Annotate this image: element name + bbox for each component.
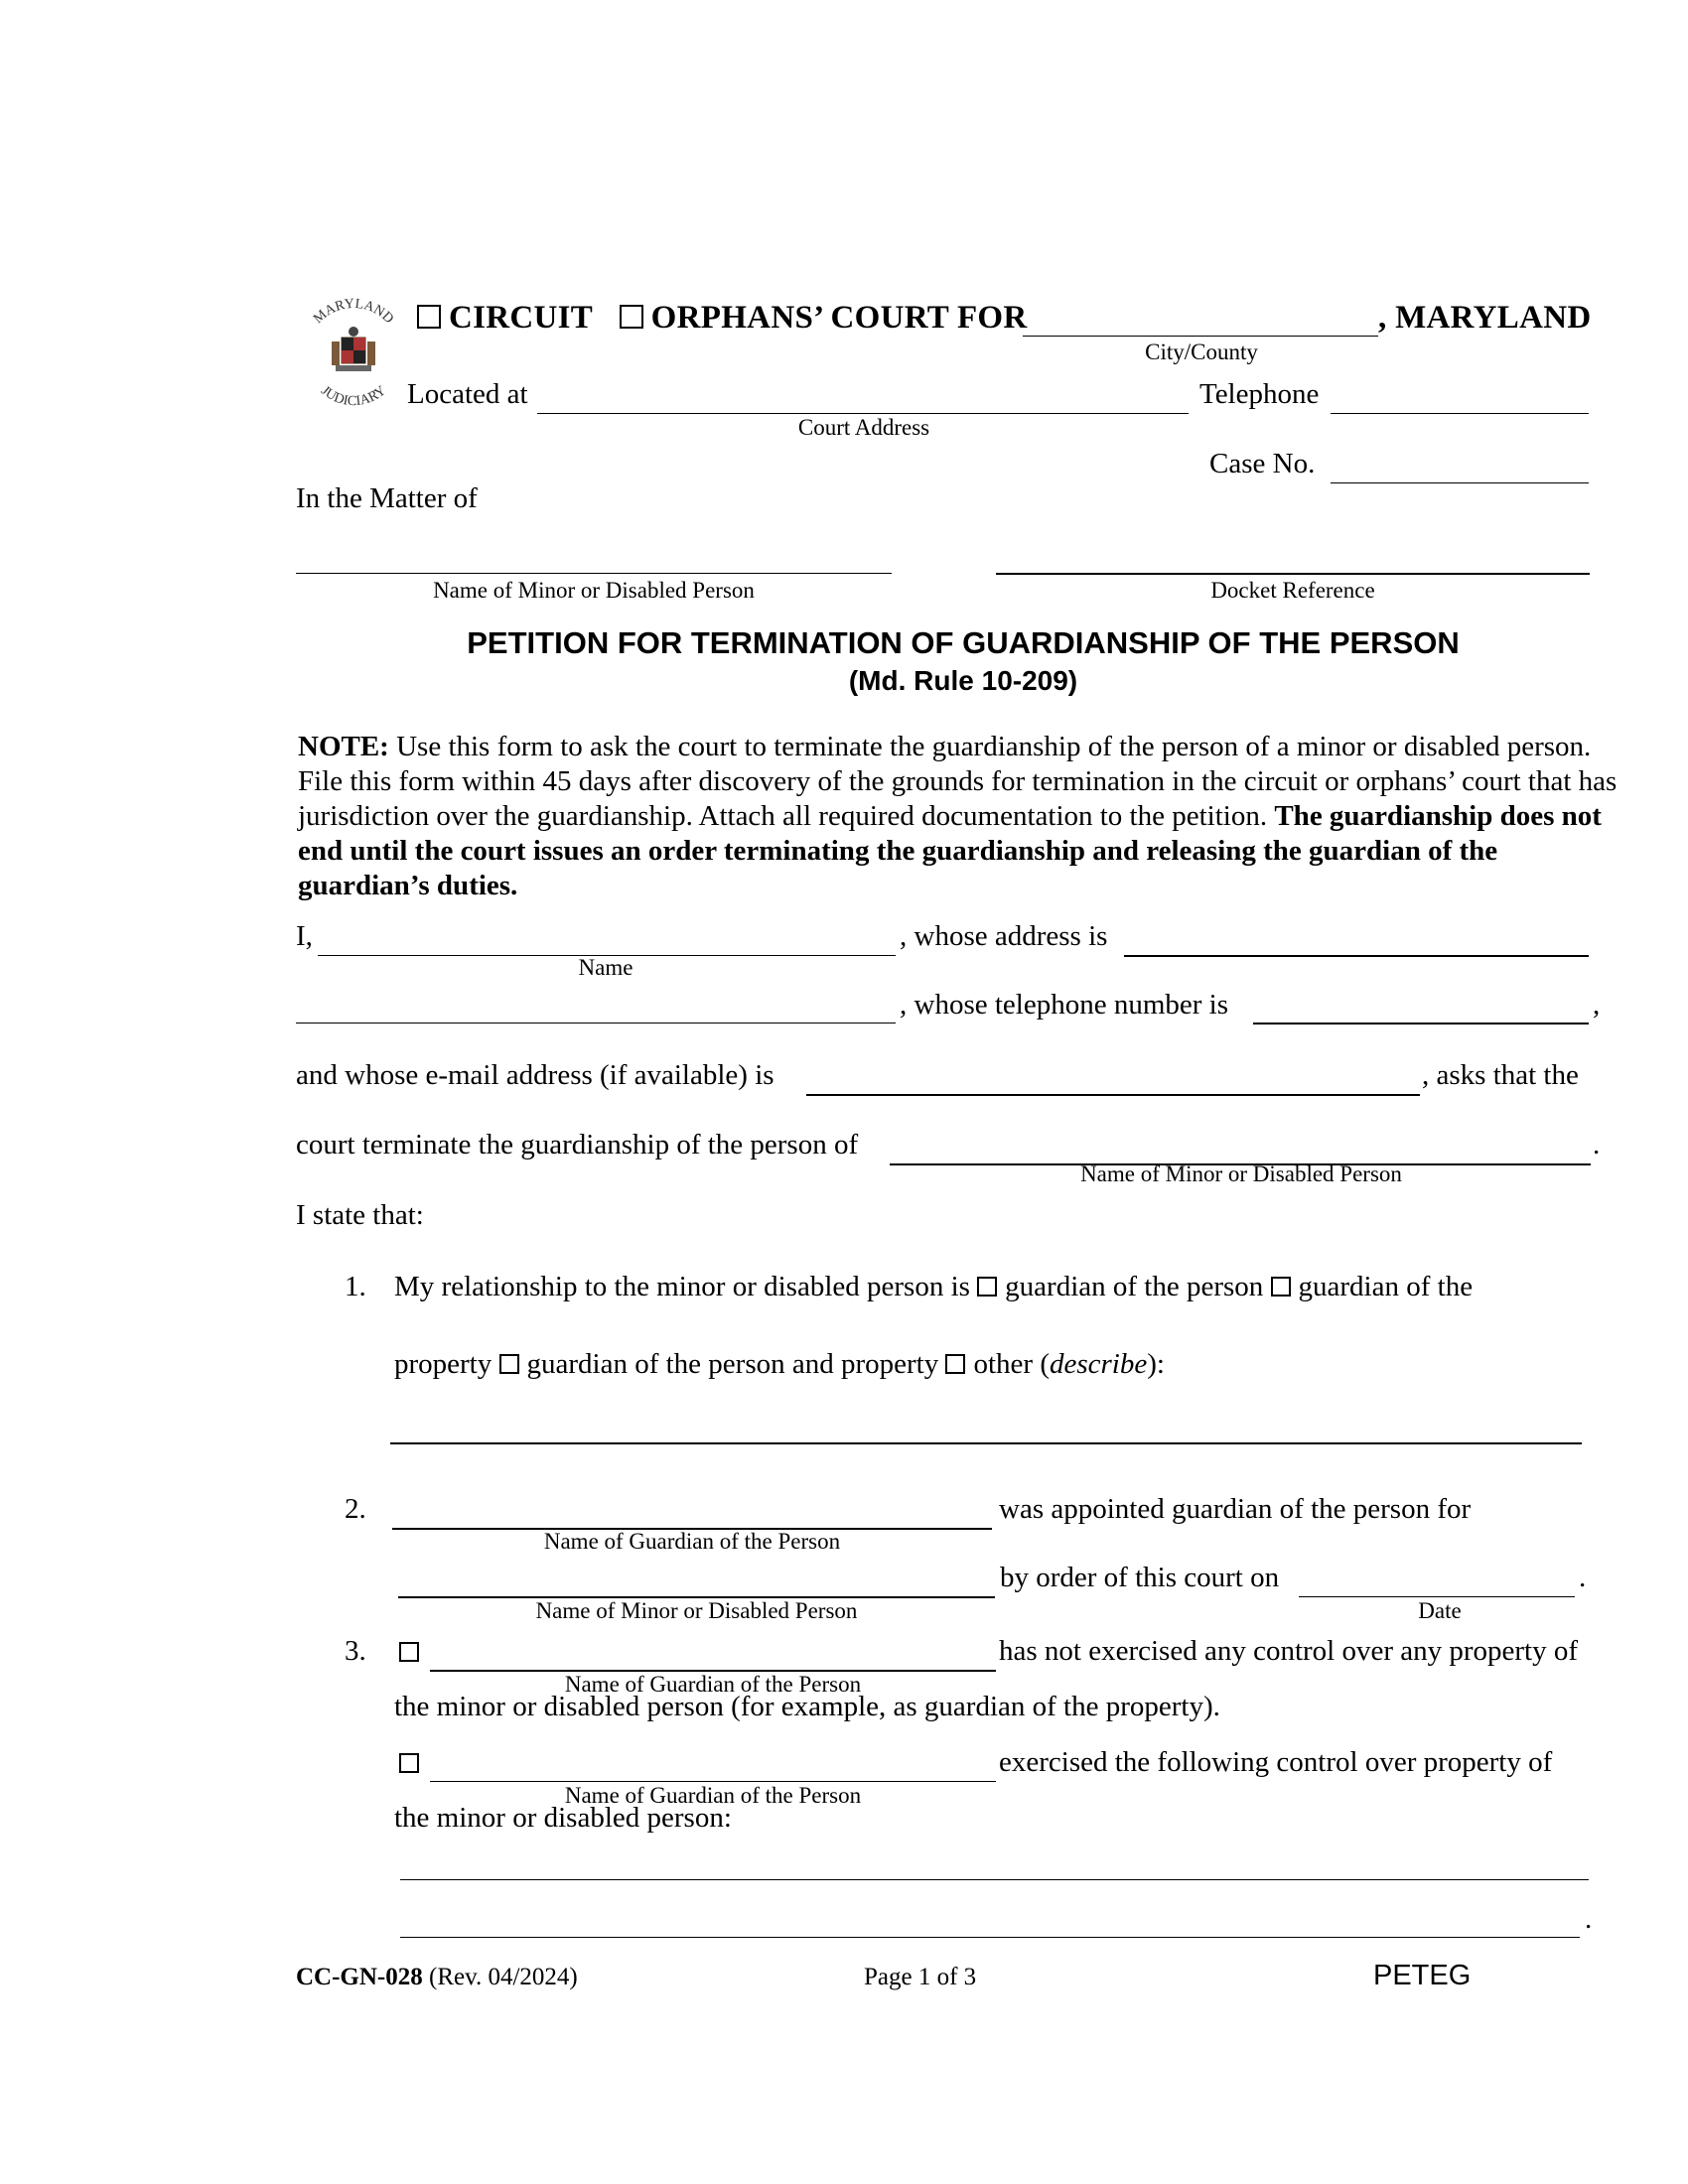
docket-reference-input[interactable] (996, 541, 1590, 575)
email-label: and whose e-mail address (if available) is (296, 1059, 774, 1091)
other-label-end: ): (1147, 1348, 1165, 1380)
minor-name-caption: Name of Minor or Disabled Person (433, 578, 755, 603)
court-address-input[interactable] (537, 381, 1189, 414)
person-name-caption: Name of Minor or Disabled Person (1080, 1161, 1402, 1186)
i-label: I, (296, 920, 313, 952)
not-exercised-label: has not exercised any control over any property of (999, 1635, 1579, 1667)
seal-top-text: MARYLAND (311, 298, 397, 328)
other-label: other ( (973, 1348, 1050, 1380)
person-name-input[interactable] (890, 1132, 1591, 1165)
note-label: NOTE: (298, 731, 389, 762)
note-body: Use this form to ask the court to terminate the guardianship of the person of a minor or disabled person. File this form within 45 days after discovery of the grounds for termination in the circuit or orphans’ court that has jurisdiction over the guardianship. Attach all required documentation to the petition. (298, 731, 1618, 832)
circuit-court-checkbox[interactable] (417, 305, 441, 329)
telephone-comma: , (1593, 989, 1601, 1021)
court-type-row (417, 300, 1028, 337)
orphans-court-checkbox[interactable] (620, 305, 643, 329)
appointed-label: was appointed guardian of the person for (999, 1493, 1472, 1525)
telephone-number-label: , whose telephone number is (900, 989, 1229, 1021)
note-paragraph (298, 730, 1628, 903)
item-1-number: 1. (345, 1271, 366, 1302)
coat-of-arms-icon (332, 327, 375, 371)
terminate-period: . (1593, 1129, 1601, 1160)
docket-reference-caption: Docket Reference (1210, 578, 1375, 603)
minor-name-item-2-caption: Name of Minor or Disabled Person (535, 1598, 858, 1623)
rule-subtitle: (Md. Rule 10-209) (848, 665, 1078, 696)
court-address-caption: Court Address (797, 415, 930, 440)
control-description-input-2[interactable] (400, 1905, 1580, 1938)
located-at-label: Located at (407, 378, 528, 410)
petitioner-name-caption: Name (578, 955, 633, 980)
guardian-of-property-label-a: guardian of the (1298, 1271, 1474, 1302)
svg-text:MARYLAND (311, 298, 396, 327)
petitioner-telephone-input[interactable] (1253, 991, 1589, 1024)
exercised-label: exercised the following control over property of (999, 1746, 1553, 1778)
guardian-of-property-label-b: property (394, 1348, 492, 1380)
guardian-not-exercised-caption: Name of Guardian of the Person (564, 1672, 862, 1697)
item-2-number: 2. (345, 1493, 366, 1525)
guardian-not-exercised-input[interactable] (430, 1638, 996, 1672)
minor-name-item-2-input[interactable] (398, 1565, 995, 1598)
control-description-input-1[interactable] (400, 1847, 1589, 1880)
form-revision: (Rev. 04/2024) (422, 1964, 578, 1990)
seal-bottom-text: JUDICIARY (318, 383, 389, 409)
guardian-name-input[interactable] (392, 1496, 992, 1530)
in-the-matter-of-label: In the Matter of (296, 482, 478, 514)
case-no-input[interactable] (1331, 451, 1589, 483)
guardian-of-property-checkbox[interactable] (1271, 1277, 1291, 1297)
i-state-that-label: I state that: (296, 1199, 424, 1231)
not-exercised-control-checkbox[interactable] (399, 1642, 419, 1662)
page-number: Page 1 of 3 (864, 1964, 977, 1990)
page-title: PETITION FOR TERMINATION OF GUARDIANSHIP OF THE PERSON (467, 625, 1460, 660)
control-period: . (1585, 1903, 1593, 1935)
guardian-exercised-caption: Name of Guardian of the Person (564, 1783, 862, 1808)
item-1-line-2 (394, 1348, 1165, 1381)
maryland-label: , MARYLAND (1378, 300, 1592, 336)
city-county-input[interactable] (1023, 304, 1378, 337)
petitioner-address-input[interactable] (1124, 923, 1589, 957)
order-label: by order of this court on (1000, 1562, 1280, 1593)
item-3-number: 3. (345, 1635, 366, 1667)
case-no-label: Case No. (1209, 448, 1316, 479)
describe-label: describe (1049, 1348, 1148, 1380)
note-bold-tail: The guardianship does not end until the court issues an order terminating the guardianship and releasing the guardian of the guardian’s duties. (298, 800, 1602, 901)
item-1-line-1 (394, 1271, 1473, 1303)
order-period: . (1579, 1562, 1587, 1593)
petitioner-email-input[interactable] (806, 1062, 1420, 1096)
not-exercised-line-2: the minor or disabled person (for example, as guardian of the property). (394, 1691, 1220, 1722)
exercised-control-checkbox[interactable] (399, 1753, 419, 1773)
form-number (296, 1964, 578, 1991)
guardian-of-person-and-property-checkbox[interactable] (499, 1354, 519, 1374)
maryland-judiciary-seal (298, 298, 409, 409)
orphans-court-label: ORPHANS’ COURT FOR (650, 300, 1028, 336)
telephone-label: Telephone (1199, 378, 1320, 410)
guardian-of-person-checkbox[interactable] (977, 1277, 997, 1297)
order-date-input[interactable] (1299, 1565, 1575, 1597)
svg-text:JUDICIARY (318, 383, 389, 409)
guardian-exercised-input[interactable] (430, 1749, 996, 1782)
other-description-input[interactable] (390, 1411, 1582, 1444)
exercised-line-2: the minor or disabled person: (394, 1802, 732, 1834)
petitioner-name-input[interactable] (318, 923, 896, 956)
form-code: PETEG (1373, 1960, 1472, 1991)
guardian-of-person-label: guardian of the person (1005, 1271, 1264, 1302)
guardian-of-person-and-property-label: guardian of the person and property (526, 1348, 939, 1380)
relationship-label: My relationship to the minor or disabled person is (394, 1271, 970, 1302)
asks-that-label: , asks that the (1422, 1059, 1579, 1091)
guardian-name-caption: Name of Guardian of the Person (543, 1529, 841, 1554)
form-id: CC-GN-028 (296, 1964, 423, 1990)
date-caption: Date (1418, 1598, 1462, 1623)
other-relationship-checkbox[interactable] (945, 1354, 965, 1374)
minor-name-input[interactable] (296, 541, 892, 574)
petitioner-address-continued-input[interactable] (296, 991, 896, 1024)
circuit-label: CIRCUIT (449, 300, 593, 336)
telephone-input[interactable] (1331, 381, 1589, 414)
address-label: , whose address is (900, 920, 1108, 952)
city-county-caption: City/County (1145, 340, 1258, 364)
terminate-label: court terminate the guardianship of the person of (296, 1129, 859, 1160)
